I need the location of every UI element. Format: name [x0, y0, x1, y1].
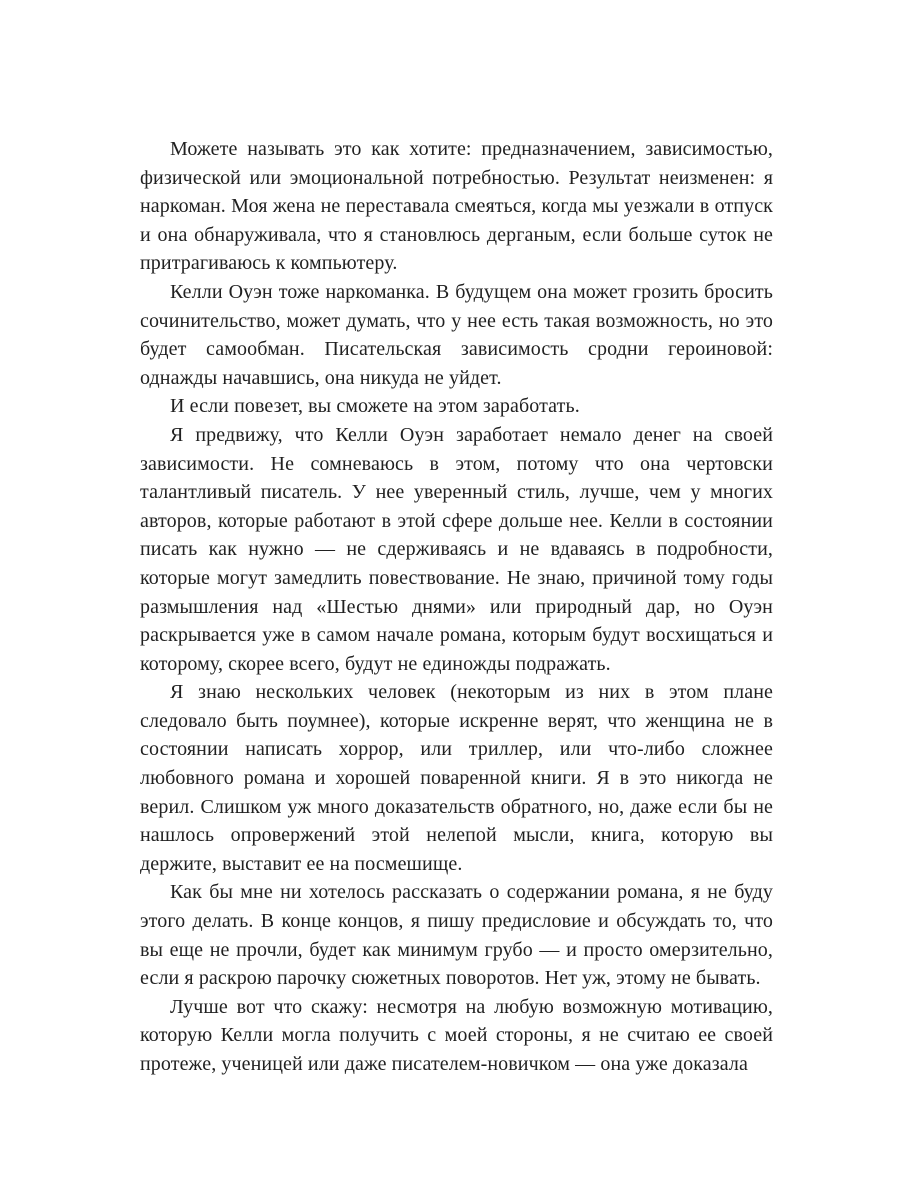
paragraph: Я знаю нескольких человек (некоторым из них в этом плане следовало быть поумнее), которые искренне верят, что женщина не в состоянии написать хоррор, или триллер, или что-либо сложнее любовного романа и хорошей поваренной книги. Я в это никогда не верил. Слишком уж много доказательств обратного, но, даже если бы не нашлось опровержений этой нелепой мысли, книга, которую вы держите, выставит ее на посмешище. — [140, 681, 773, 875]
paragraph: Как бы мне ни хотелось рассказать о содержании романа, я не буду этого делать. В конце концов, я пишу предисловие и обсуждать то, что вы еще не прочли, будет как минимум грубо — и просто омерзительно, если я раскрою парочку сюжетных поворотов. Нет уж, этому не бывать. — [140, 881, 773, 990]
paragraph: Келли Оуэн тоже наркоманка. В будущем она может грозить бросить сочинительство, может думать, что у нее есть такая возможность, но это будет самообман. Писательская зависимость сродни героиновой: однажды начавшись, она никуда не уйдет. — [140, 280, 773, 389]
paragraph: Лучше вот что скажу: несмотря на любую возможную мотивацию, которую Келли могла получить с моей стороны, я не считаю ее своей протеже, ученицей или даже писателем-новичком — она уже доказала — [140, 995, 773, 1075]
paragraph: Можете называть это как хотите: предназначением, зависимостью, физической или эмоциональной потребностью. Результат неизменен: я наркоман. Моя жена не переставала смеяться, когда мы уезжали в отпуск и она обнаруживала, что я становлюсь дерганым, если больше суток не притрагиваюсь к компьютеру. — [140, 138, 773, 275]
text-block — [140, 135, 773, 1079]
paragraph: И если повезет, вы сможете на этом заработать. — [170, 395, 580, 418]
paragraph: Я предвижу, что Келли Оуэн заработает немало денег на своей зависимости. Не сомневаюсь в этом, потому что она чертовски талантливый писатель. У нее уверенный стиль, лучше, чем у многих авторов, которые работают в этой сфере дольше нее. Келли в состоянии писать как нужно — не сдерживаясь и не вдаваясь в подробности, которые могут замедлить повествование. Не знаю, причиной тому годы размышления над «Шестью днями» или природный дар, но Оуэн раскрывается уже в самом начале романа, которым будут восхищаться и которому, скорее всего, будут не единожды подражать. — [140, 423, 773, 675]
